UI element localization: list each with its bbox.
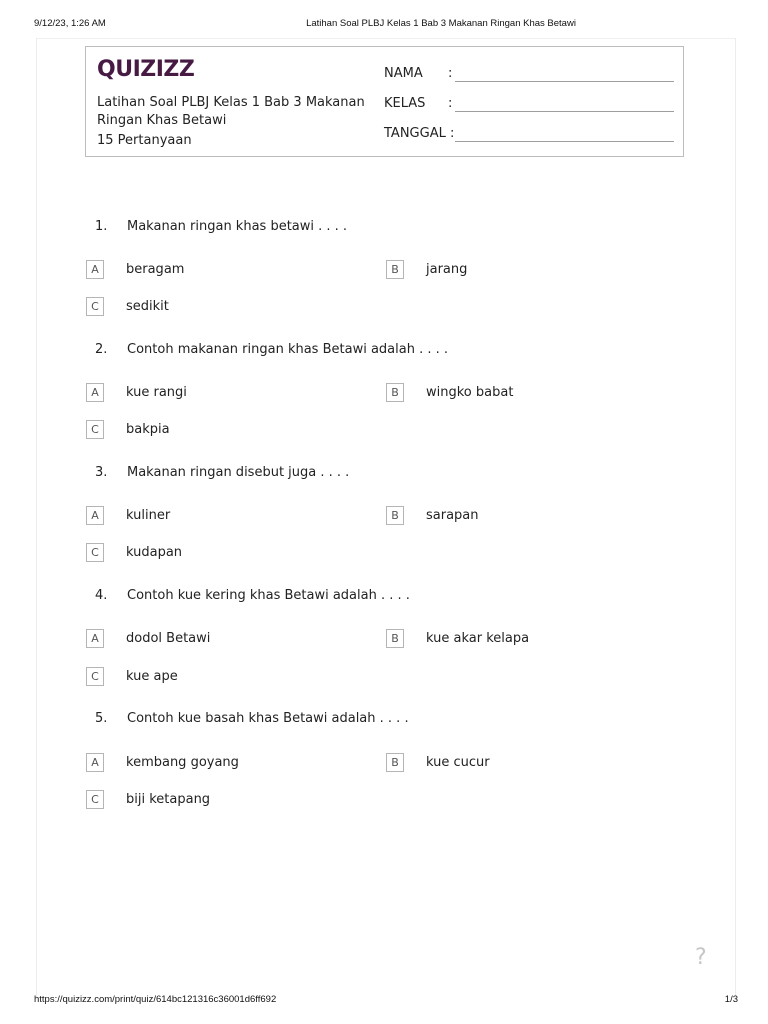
quiz-title: Latihan Soal PLBJ Kelas 1 Bab 3 Makanan Ringan Khas Betawi <box>97 95 365 128</box>
question-text: Makanan ringan khas betawi . . . . <box>127 219 348 234</box>
print-document-title: Latihan Soal PLBJ Kelas 1 Bab 3 Makanan Ringan Khas Betawi <box>306 18 576 29</box>
date-label: TANGGAL : <box>384 126 455 141</box>
option-text: kue ape <box>126 669 178 684</box>
option-letter-box: A <box>86 753 104 772</box>
question-number: 3. <box>95 465 108 480</box>
option-text: kue rangi <box>126 385 187 400</box>
option-text: kue cucur <box>426 755 490 770</box>
name-label: NAMA <box>384 66 423 81</box>
option-letter-box: C <box>86 420 104 439</box>
option-text: wingko babat <box>426 385 514 400</box>
option-text: sarapan <box>426 508 479 523</box>
class-blank-line <box>455 111 674 112</box>
name-colon: : <box>448 66 453 81</box>
date-blank-line <box>455 141 674 142</box>
option-text: sedikit <box>126 299 169 314</box>
option-text: beragam <box>126 262 185 277</box>
option-letter-box: B <box>386 506 404 525</box>
question-count: 15 Pertanyaan <box>97 133 192 148</box>
option-letter-box: A <box>86 506 104 525</box>
option-letter-box: B <box>386 260 404 279</box>
question-number: 5. <box>95 711 108 726</box>
question-number: 4. <box>95 588 108 603</box>
worksheet-page <box>36 38 736 999</box>
option-text: biji ketapang <box>126 792 211 807</box>
option-letter-box: A <box>86 260 104 279</box>
option-letter-box: A <box>86 383 104 402</box>
question-text: Makanan ringan disebut juga . . . . <box>127 465 350 480</box>
print-timestamp: 9/12/23, 1:26 AM <box>34 18 106 29</box>
option-text: bakpia <box>126 422 170 437</box>
option-text: kuliner <box>126 508 171 523</box>
print-url: https://quizizz.com/print/quiz/614bc121316c36001d6ff692 <box>34 994 277 1005</box>
option-letter-box: C <box>86 667 104 686</box>
question-number: 1. <box>95 219 108 234</box>
question-number: 2. <box>95 342 108 357</box>
name-blank-line <box>455 81 674 82</box>
option-letter-box: C <box>86 790 104 809</box>
question-text: Contoh makanan ringan khas Betawi adalah . . . . <box>127 342 449 357</box>
question-text: Contoh kue basah khas Betawi adalah . . . . <box>127 711 409 726</box>
option-text: dodol Betawi <box>126 631 211 646</box>
option-letter-box: B <box>386 383 404 402</box>
option-text: jarang <box>426 262 468 277</box>
option-letter-box: B <box>386 753 404 772</box>
option-text: kue akar kelapa <box>426 631 530 646</box>
quizizz-logo: QUIZIZZ <box>97 57 195 82</box>
page-number: 1/3 <box>724 994 738 1005</box>
option-letter-box: C <box>86 543 104 562</box>
option-text: kudapan <box>126 545 183 560</box>
question-mark-icon[interactable]: ? <box>695 945 707 970</box>
option-letter-box: B <box>386 629 404 648</box>
print-header <box>34 18 738 32</box>
class-colon: : <box>448 96 453 111</box>
print-footer <box>34 994 738 1008</box>
option-letter-box: C <box>86 297 104 316</box>
option-text: kembang goyang <box>126 755 239 770</box>
quiz-info-box <box>85 46 684 157</box>
question-text: Contoh kue kering khas Betawi adalah . . . . <box>127 588 410 603</box>
option-letter-box: A <box>86 629 104 648</box>
class-label: KELAS <box>384 96 426 111</box>
